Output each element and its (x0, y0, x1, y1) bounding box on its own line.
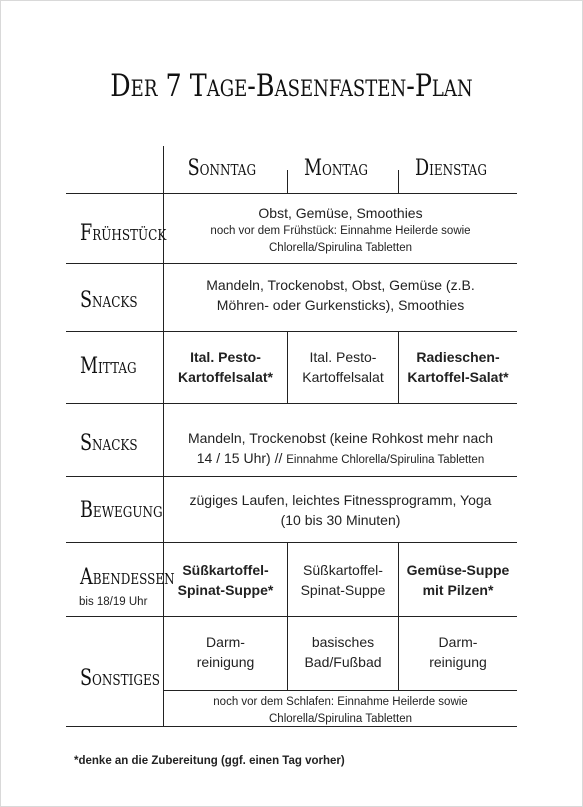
fruehstueck-cell (164, 203, 517, 257)
footnote: *denke an die Zubereitung (ggf. einen Tag vorher) (74, 755, 345, 767)
row-divider (66, 263, 517, 264)
abendessen-dienstag (399, 560, 517, 600)
snacks-text: 14 / 15 Uhr) // (196, 450, 287, 466)
row-label-snacks: Snacks (80, 288, 138, 313)
meal-text: Ital. Pesto- (309, 349, 377, 365)
mittag-montag (288, 347, 398, 387)
bewegung-cell (164, 490, 517, 530)
sonstiges-montag (288, 632, 398, 672)
snacks-cell (164, 275, 517, 315)
sonstiges-note (164, 694, 517, 728)
meal-text: Kartoffel-Salat* (407, 369, 509, 385)
page-title: Der 7 Tage-Basenfasten-Plan (110, 68, 473, 104)
meal-text: Radieschen- (416, 349, 500, 365)
misc-text: Darm- (438, 634, 478, 650)
meal-text: Ital. Pesto- (190, 349, 261, 365)
abendessen-sonntag (164, 560, 287, 600)
mittag-dienstag (399, 347, 517, 387)
meal-text: mit Pilzen* (422, 582, 494, 598)
row-divider (66, 193, 517, 194)
sonstiges-sonntag (164, 632, 287, 672)
bewegung-text: zügiges Laufen, leichtes Fitnessprogramm, Yoga (189, 492, 492, 508)
day-header-dienstag: Dienstag (415, 156, 487, 181)
row-divider (66, 331, 517, 332)
bewegung-text: (10 bis 30 Minuten) (280, 512, 401, 528)
misc-text: Bad/Fußbad (304, 654, 382, 670)
snacks-cell (164, 428, 517, 469)
misc-text: reinigung (429, 654, 487, 670)
mittag-sonntag (164, 347, 287, 387)
misc-note: Chlorella/Spirulina Tabletten (269, 713, 412, 725)
row-label-fruehstueck: Frühstück (80, 221, 167, 246)
row-divider (66, 403, 517, 404)
meal-text: Kartoffelsalat* (178, 369, 273, 385)
misc-text: basisches (311, 634, 375, 650)
row-divider (66, 616, 517, 617)
snacks-text: Möhren- oder Gurkensticks), Smoothies (216, 297, 465, 313)
meal-text: Gemüse-Suppe (406, 562, 510, 578)
meal-text: Süßkartoffel- (182, 562, 269, 578)
abendessen-time-note: bis 18/19 Uhr (79, 596, 148, 608)
row-label-abendessen: Abendessen (80, 565, 175, 590)
row-divider-inner (164, 690, 517, 691)
fruehstueck-text: Obst, Gemüse, Smoothies (258, 205, 423, 221)
meal-text: Kartoffelsalat (302, 369, 384, 385)
meal-text: Spinat-Suppe (300, 582, 386, 598)
misc-text: Darm- (206, 634, 245, 650)
snacks-note: Einnahme Chlorella/Spirulina Tabletten (286, 454, 485, 466)
meal-text: Spinat-Suppe* (177, 582, 274, 598)
sonstiges-dienstag (399, 632, 517, 672)
row-label-bewegung: Bewegung (80, 498, 163, 523)
snacks-text-line2 (164, 448, 517, 469)
abendessen-montag (288, 560, 398, 600)
fruehstueck-note: noch vor dem Frühstück: Einnahme Heilerde sowie (210, 225, 471, 237)
misc-note: noch vor dem Schlafen: Einnahme Heilerde sowie (213, 696, 468, 708)
row-label-sonstiges: Sonstiges (80, 666, 160, 691)
day-header-montag: Montag (304, 156, 368, 181)
fruehstueck-note: Chlorella/Spirulina Tabletten (269, 242, 412, 254)
snacks-text: Mandeln, Trockenobst (keine Rohkost mehr nach (187, 430, 494, 446)
snacks-text: Mandeln, Trockenobst, Obst, Gemüse (z.B. (206, 277, 475, 293)
row-label-mittag: Mittag (80, 354, 137, 379)
row-label-snacks: Snacks (80, 431, 138, 456)
day-header-sonntag: Sonntag (187, 156, 257, 181)
misc-text: reinigung (196, 654, 255, 670)
row-divider (66, 476, 517, 477)
row-divider (66, 542, 517, 543)
meal-text: Süßkartoffel- (303, 562, 383, 578)
